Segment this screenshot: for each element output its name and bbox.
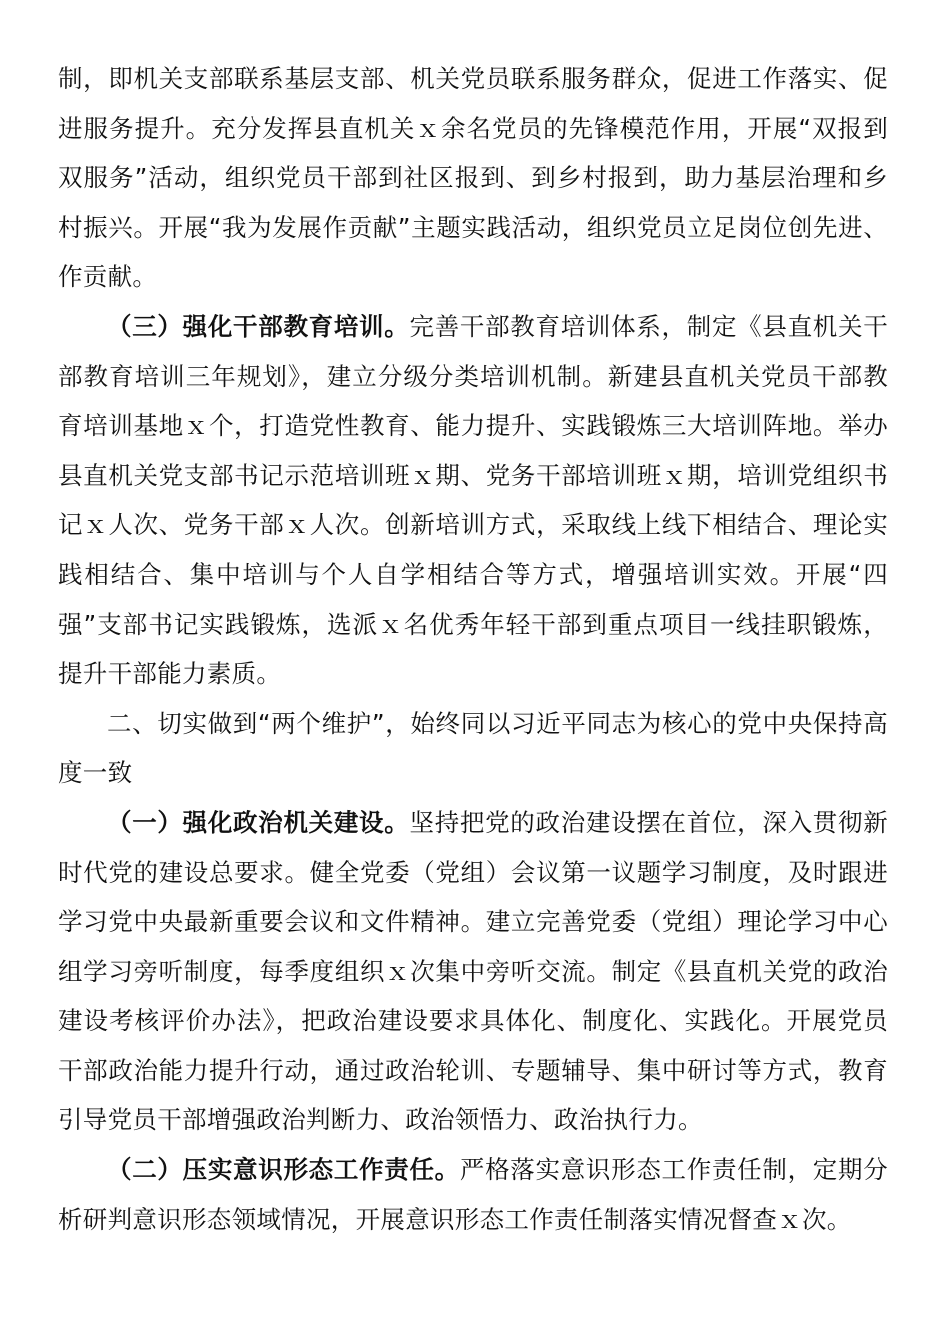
chapter-heading xyxy=(58,699,888,798)
paragraph-text: 坚持把党的政治建设摆在首位，深入贯彻新时代党的建设总要求。健全党委（党组）会议第一议题学习制度，及时跟进学习党中央最新重要会议和文件精神。建立完善党委（党组）理论学习中心组学习旁听制度，每季度组织ｘ次集中旁听交流。制定《县直机关党的政治建设考核评价办法》，把政治建设要求具体化、制度化、实践化。开展党员干部政治能力提升行动，通过政治轮训、专题辅导、集中研讨等方式，教育引导党员干部增强政治判断力、政治领悟力、政治执行力。 xyxy=(58,807,888,1135)
section-heading: （三）强化干部教育培训。 xyxy=(107,311,410,341)
section-heading: （一）强化政治机关建设。 xyxy=(107,807,410,837)
section-heading: （二）压实意识形态工作责任。 xyxy=(107,1155,460,1185)
paragraph-section-1 xyxy=(58,798,888,1145)
paragraph-section-3 xyxy=(58,302,888,699)
document-page xyxy=(58,54,888,1244)
paragraph-section-2 xyxy=(58,1145,888,1244)
paragraph-continuation xyxy=(58,54,888,302)
chapter-heading-text: 二、切实做到“两个维护”，始终同以习近平同志为核心的党中央保持高度一致 xyxy=(58,708,888,788)
paragraph-text: 制，即机关支部联系基层支部、机关党员联系服务群众，促进工作落实、促进服务提升。充分发挥县直机关ｘ余名党员的先锋模范作用，开展“双报到双服务”活动，组织党员干部到社区报到、到乡村报到，助力基层治理和乡村振兴。开展“我为发展作贡献”主题实践活动，组织党员立足岗位创先进、作贡献。 xyxy=(58,64,888,292)
paragraph-text: 严格落实意识形态工作责任制，定期分析研判意识形态领域情况，开展意识形态工作责任制落实情况督查ｘ次。 xyxy=(58,1155,888,1234)
paragraph-text: 完善干部教育培训体系，制定《县直机关干部教育培训三年规划》，建立分级分类培训机制。新建县直机关党员干部教育培训基地ｘ个，打造党性教育、能力提升、实践锻炼三大培训阵地。举办县直机关党支部书记示范培训班ｘ期、党务干部培训班ｘ期，培训党组织书记ｘ人次、党务干部ｘ人次。创新培训方式，采取线上线下相结合、理论实践相结合、集中培训与个人自学相结合等方式，增强培训实效。开展“四强”支部书记实践锻炼，选派ｘ名优秀年轻干部到重点项目一线挂职锻炼，提升干部能力素质。 xyxy=(58,311,888,689)
